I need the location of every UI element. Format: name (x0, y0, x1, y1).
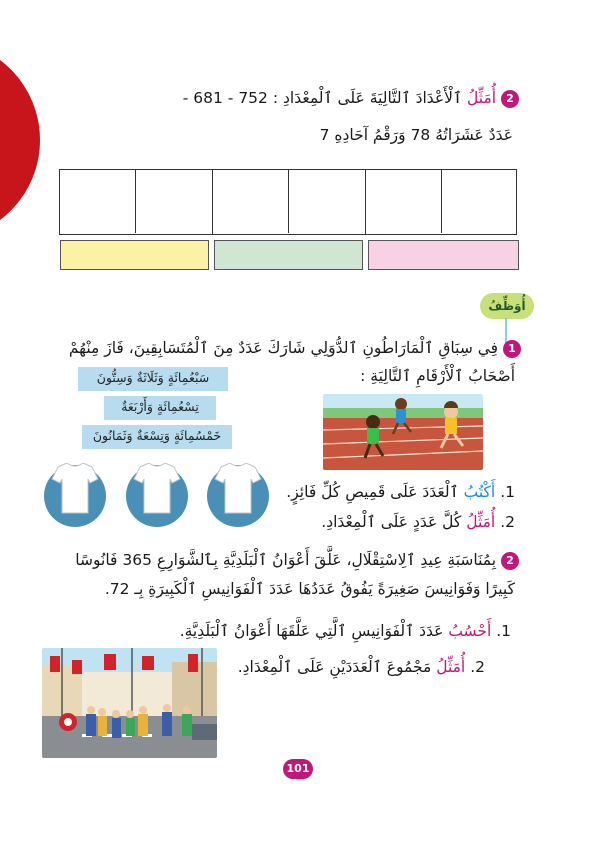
tshirt-icon (215, 463, 261, 513)
ex2-top-line2: عَدَدٌ عَشَرَاتُهُ 78 وَرَقْمُ آحَادِهِ 7 (319, 126, 513, 144)
instruction-verb: أُمَثِّلُ (436, 658, 466, 676)
ex2-line1 (75, 549, 519, 571)
abacus-divider (441, 169, 442, 233)
separator: - (182, 89, 189, 107)
abacus-divider (135, 169, 136, 233)
instruction-text: ٱلْأَعْدَادَ ٱلتَّالِيَةَ عَلَى ٱلْمِعْدَادِ : (272, 89, 463, 107)
chapter-edge-tab (0, 40, 40, 240)
street-scene-svg (42, 648, 217, 758)
tshirt-icon (134, 463, 180, 513)
exercise-number-badge: 1 (503, 340, 521, 358)
exercise-number-badge: 2 (501, 90, 519, 108)
instruction-verb: أُمَثِّلُ (467, 89, 497, 107)
abacus-divider (288, 169, 289, 233)
ex2-line2: كَبِيرًا وَفَوَانِيسَ صَغِيرَةً يَفُوقُ عَدَدُهَا عَدَدَ ٱلْفَوَانِيسِ ٱلْكَبِيرَةِ بِـ 72. (104, 580, 515, 598)
question-number: 1. (496, 622, 511, 640)
marathon-scene-svg (323, 394, 483, 470)
question-number: 1. (500, 483, 515, 501)
instruction-verb: أَكْتُبُ (463, 483, 496, 501)
tshirts-svg[interactable] (44, 463, 270, 527)
abacus-answer-grid (59, 169, 517, 235)
number-word-763: سَبْعُمِائَةٍ وَثَلَاثَةٌ وَسِتُّونَ (78, 367, 228, 391)
instruction-verb: أَحْسُبُ (448, 622, 492, 640)
number-681: 681 (193, 89, 223, 107)
number-word-904: تِسْعُمِائَةٍ وَأَرْبَعَةٌ (104, 396, 216, 420)
question-text: مَجْمُوعَ ٱلْعَدَدَيْنِ عَلَى ٱلْمِعْدَادِ. (237, 658, 432, 676)
section-tag-apply: أُوَظِّفُ (480, 293, 534, 319)
question-text: عَدَدَ ٱلْفَوَانِيسِ ٱلَّتِي عَلَّقَهَا أَعْوَانُ ٱلْبَلَدِيَّةِ. (179, 622, 444, 640)
ex1-line1 (69, 337, 521, 359)
answer-box-yellow[interactable] (60, 240, 209, 270)
ex2-top-line1 (183, 87, 519, 109)
question-number: 2. (500, 513, 515, 531)
instruction-verb: أُمَثِّلُ (466, 513, 496, 531)
question-text: ٱلْعَدَدَ عَلَى قَمِيصِ كُلِّ فَائِزٍ. (286, 483, 459, 501)
question-text: كُلَّ عَدَدٍ عَلَى ٱلْمِعْدَادِ. (321, 513, 462, 531)
ex1-line2: أَصْحَابُ ٱلْأَرْقَامِ ٱلتَّالِيَةِ : (360, 367, 515, 385)
ex2-question-2 (238, 656, 485, 678)
page-number: 101 (283, 759, 313, 779)
tshirt-icon (52, 463, 98, 513)
ex2-text: بِمُنَاسَبَةِ عِيدِ ٱلِاسْتِقْلَالِ، عَلَّقَ أَعْوَانُ ٱلْبَلَدِيَّةِ بِٱلشَّوَارِعِ 365 فَانُوسًا (75, 551, 497, 569)
ex2-question-1 (180, 620, 511, 642)
marathon-runners-illustration (323, 394, 483, 470)
question-number: 2. (470, 658, 485, 676)
independence-day-street-illustration (42, 648, 217, 758)
number-752: 752 (238, 89, 268, 107)
answer-box-pink[interactable] (368, 240, 519, 270)
ex1-question-1 (286, 481, 515, 503)
ex1-text: فِي سِبَاقِ ٱلْمَارَاطُونِ ٱلدُّوَلِي شَارَكَ عَدَدٌ مِنَ ٱلْمُتَسَابِقِينَ، فَازَ مِنْهُمْ (68, 339, 499, 357)
number-word-589: خَمْسُمِائَةٍ وَتِسْعَةٌ وَثَمَانُونَ (82, 425, 232, 449)
answer-box-green[interactable] (214, 240, 363, 270)
ex1-question-2 (321, 511, 515, 533)
exercise-number-badge: 2 (501, 552, 519, 570)
separator: - (227, 89, 234, 107)
